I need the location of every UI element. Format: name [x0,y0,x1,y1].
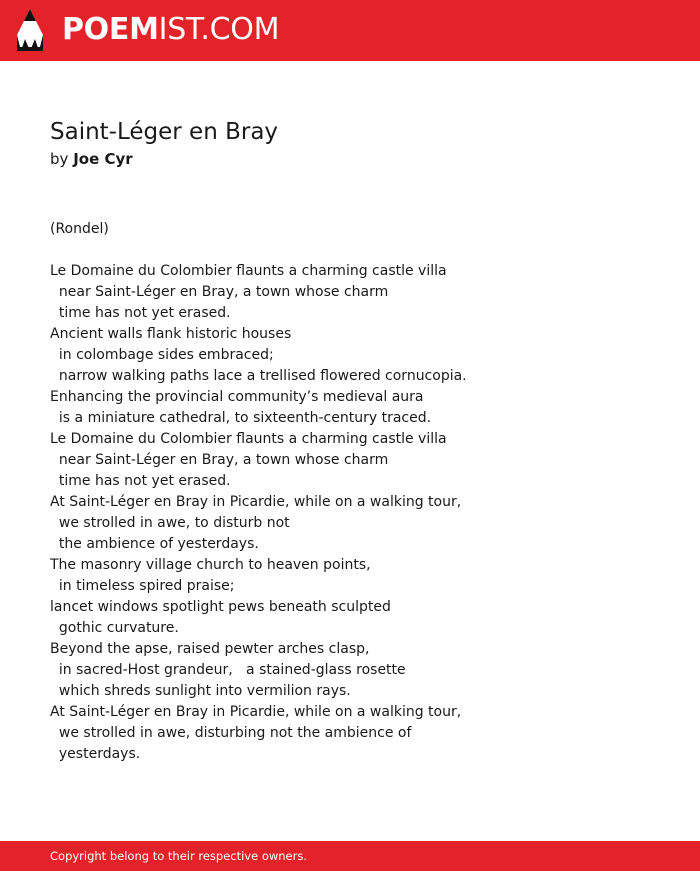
poem-line: The masonry village church to heaven points, [50,557,371,573]
poem-line: in timeless spired praise; [50,578,235,594]
site-logo[interactable] [62,12,279,48]
poem-line: near Saint-Léger en Bray, a town whose charm [50,284,389,300]
site-footer [0,841,700,871]
poem-line: time has not yet erased. [50,305,231,321]
poem-line: the ambience of yesterdays. [50,536,259,552]
poem-line: At Saint-Léger en Bray in Picardie, while on a walking tour, [50,494,462,510]
poem-title: Saint-Léger en Bray [50,119,279,145]
poem-line: narrow walking paths lace a trellised flowered cornucopia. [50,368,467,384]
poem-line: At Saint-Léger en Bray in Picardie, while on a walking tour, [50,704,462,720]
poem-line: gothic curvature. [50,620,179,636]
poem-line: (Rondel) [50,221,109,237]
pencil-tip-icon [17,9,43,51]
by-label: by [50,150,69,168]
poem-body [50,219,670,765]
site-header [0,0,700,61]
poem-line: is a miniature cathedral, to sixteenth-century traced. [50,410,432,426]
logo-bold-part: POEM [62,12,159,47]
poem-line: in sacred-Host grandeur, a stained-glass rosette [50,662,406,678]
poem-line: lancet windows spotlight pews beneath sculpted [50,599,391,615]
poem-line: in colombage sides embraced; [50,347,274,363]
logo-light-part: IST.COM [158,12,280,47]
poem-line: Enhancing the provincial community’s medieval aura [50,389,424,405]
poem-line: Ancient walls flank historic houses [50,326,292,342]
poem-line: Le Domaine du Colombier flaunts a charming castle villa [50,263,447,279]
poem-line: yesterdays. [50,746,141,762]
poem-byline [50,149,133,169]
poem-line: time has not yet erased. [50,473,231,489]
poem-line: Beyond the apse, raised pewter arches clasp, [50,641,370,657]
poem-line: Le Domaine du Colombier flaunts a charming castle villa [50,431,447,447]
poem-line: near Saint-Léger en Bray, a town whose charm [50,452,389,468]
poem-line [50,240,670,261]
poem-line: which shreds sunlight into vermilion rays. [50,683,351,699]
poem-author: Joe Cyr [73,150,133,168]
copyright-notice: Copyright belong to their respective owners. [50,849,308,863]
poem-line: we strolled in awe, to disturb not [50,515,290,531]
poem-line: we strolled in awe, disturbing not the ambience of [50,725,412,741]
